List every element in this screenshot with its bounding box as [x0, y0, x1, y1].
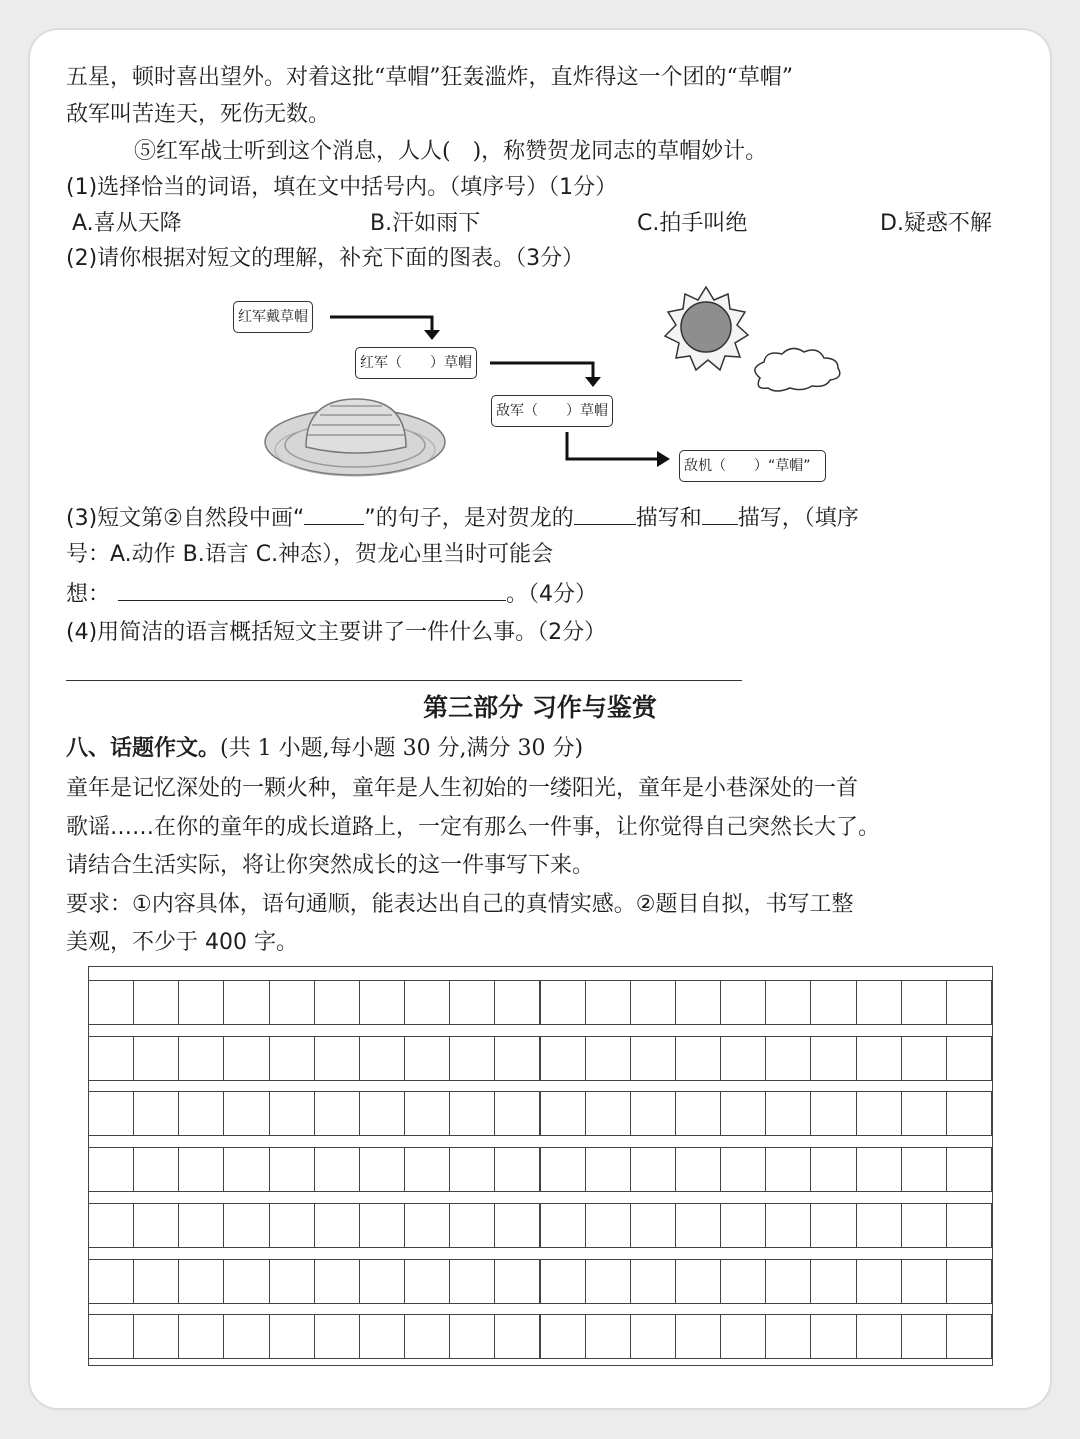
blank [304, 502, 364, 525]
grid-cell[interactable] [946, 1091, 992, 1136]
grid-cell[interactable] [540, 1147, 586, 1192]
answer-blank [118, 578, 506, 601]
grid-cell[interactable] [88, 1203, 134, 1248]
grid-cell[interactable] [946, 1259, 992, 1304]
grid-cell[interactable] [675, 1036, 721, 1081]
grid-cell[interactable] [540, 1314, 586, 1359]
question-4: (4)用简洁的语言概括短文主要讲了一件什么事。（2分） [66, 620, 607, 645]
grid-cell[interactable] [269, 1314, 315, 1359]
question-3-line-2: 号：A.动作 B.语言 C.神态），贺龙心里当时可能会 [66, 542, 554, 567]
grid-cell[interactable] [178, 1147, 224, 1192]
grid-cell[interactable] [765, 1091, 811, 1136]
grid-cell[interactable] [856, 1147, 902, 1192]
grid-cell[interactable] [314, 1259, 360, 1304]
question-2: (2)请你根据对短文的理解，补充下面的图表。（3分） [66, 246, 585, 271]
grid-cell[interactable] [314, 1147, 360, 1192]
grid-cell[interactable] [449, 1036, 495, 1081]
grid-cell[interactable] [946, 1314, 992, 1359]
option-c: C.拍手叫绝 [637, 211, 748, 236]
grid-cell[interactable] [494, 1036, 540, 1081]
grid-cell[interactable] [765, 1203, 811, 1248]
grid-cell[interactable] [765, 1147, 811, 1192]
flow-box-1: 红军戴草帽 [233, 301, 313, 333]
grid-cell[interactable] [359, 980, 405, 1025]
grid-cell[interactable] [494, 1203, 540, 1248]
question-1: (1)选择恰当的词语，填在文中括号内。（填序号）（1分） [66, 175, 618, 200]
grid-cell[interactable] [494, 1314, 540, 1359]
grid-cell[interactable] [946, 1147, 992, 1192]
grid-cell[interactable] [494, 1259, 540, 1304]
grid-cell[interactable] [178, 1203, 224, 1248]
grid-cell[interactable] [630, 1036, 676, 1081]
grid-cell[interactable] [223, 1203, 269, 1248]
section-title: 第三部分 习作与鉴赏 [423, 693, 657, 722]
grid-cell[interactable] [901, 1147, 947, 1192]
grid-cell[interactable] [88, 1091, 134, 1136]
grid-cell[interactable] [449, 1314, 495, 1359]
grid-cell[interactable] [765, 1259, 811, 1304]
grid-cell[interactable] [675, 1203, 721, 1248]
grid-cell[interactable] [133, 980, 179, 1025]
sun-icon [665, 287, 748, 370]
grid-cell[interactable] [223, 980, 269, 1025]
grid-cell[interactable] [178, 980, 224, 1025]
blank [574, 502, 636, 525]
grid-cell[interactable] [133, 1314, 179, 1359]
grid-cell[interactable] [810, 1036, 856, 1081]
grid-cell[interactable] [585, 1091, 631, 1136]
grid-cell[interactable] [359, 1259, 405, 1304]
grid-cell[interactable] [359, 1147, 405, 1192]
grid-cell[interactable] [630, 1091, 676, 1136]
grid-cell[interactable] [946, 1036, 992, 1081]
grid-cell[interactable] [585, 980, 631, 1025]
question-3: (3)短文第②自然段中画“ ”的句子，是对贺龙的 描写和 描写，（填序 [66, 502, 859, 534]
grid-cell[interactable] [856, 1314, 902, 1359]
grid-cell[interactable] [765, 980, 811, 1025]
grid-cell[interactable] [585, 1314, 631, 1359]
grid-cell[interactable] [720, 1259, 766, 1304]
grid-cell[interactable] [404, 1203, 450, 1248]
grid-cell[interactable] [449, 1203, 495, 1248]
grid-cell[interactable] [269, 1091, 315, 1136]
grid-cell[interactable] [133, 1036, 179, 1081]
cloud-icon [755, 348, 840, 391]
flow-box-3: 敌军（ ）草帽 [491, 395, 613, 427]
grid-cell[interactable] [314, 1314, 360, 1359]
grid-cell[interactable] [133, 1147, 179, 1192]
grid-cell[interactable] [540, 1203, 586, 1248]
grid-cell[interactable] [901, 1036, 947, 1081]
essay-prompt-line: 歌谣……在你的童年的成长道路上，一定有那么一件事，让你觉得自己突然长大了。 [66, 815, 881, 840]
grid-cell[interactable] [494, 1147, 540, 1192]
grid-cell[interactable] [314, 1036, 360, 1081]
grid-cell[interactable] [404, 1314, 450, 1359]
grid-cell[interactable] [720, 1147, 766, 1192]
grid-cell[interactable] [494, 980, 540, 1025]
grid-cell[interactable] [223, 1314, 269, 1359]
grid-cell[interactable] [901, 1314, 947, 1359]
grid-cell[interactable] [133, 1091, 179, 1136]
grid-cell[interactable] [946, 980, 992, 1025]
essay-prompt-line: 要求：①内容具体，语句通顺，能表达出自己的真情实感。②题目自拟，书写工整 [66, 892, 854, 917]
writing-grid[interactable] [88, 966, 993, 1366]
grid-cell[interactable] [223, 1036, 269, 1081]
grid-cell[interactable] [359, 1036, 405, 1081]
grid-cell[interactable] [856, 1091, 902, 1136]
grid-cell[interactable] [720, 1091, 766, 1136]
passage-line: 敌军叫苦连天，死伤无数。 [66, 102, 331, 127]
grid-cell[interactable] [675, 980, 721, 1025]
grid-cell[interactable] [765, 1036, 811, 1081]
grid-cell[interactable] [810, 1259, 856, 1304]
grid-cell[interactable] [269, 1259, 315, 1304]
grid-cell[interactable] [269, 980, 315, 1025]
flow-box-4: 敌机（ ）“草帽” [679, 450, 826, 482]
grid-cell[interactable] [359, 1203, 405, 1248]
grid-cell[interactable] [178, 1259, 224, 1304]
blank [702, 502, 738, 525]
passage-line: 五星，顿时喜出望外。对着这批“草帽”狂轰滥炸，直炸得这一个团的“草帽” [66, 65, 793, 90]
grid-cell[interactable] [856, 1259, 902, 1304]
grid-cell[interactable] [585, 1203, 631, 1248]
grid-cell[interactable] [810, 1203, 856, 1248]
grid-cell[interactable] [856, 1203, 902, 1248]
grid-cell[interactable] [404, 980, 450, 1025]
grid-cell[interactable] [88, 1314, 134, 1359]
grid-cell[interactable] [449, 1091, 495, 1136]
question-3-line-3: 想： 。（4分） [66, 578, 597, 610]
grid-cell[interactable] [359, 1314, 405, 1359]
grid-cell[interactable] [88, 1147, 134, 1192]
passage-paragraph-5: ⑤红军战士听到这个消息，人人( )，称赞贺龙同志的草帽妙计。 [134, 139, 768, 164]
grid-cell[interactable] [720, 1314, 766, 1359]
grid-cell[interactable] [449, 980, 495, 1025]
grid-cell[interactable] [269, 1147, 315, 1192]
grid-cell[interactable] [314, 1203, 360, 1248]
grid-cell[interactable] [585, 1147, 631, 1192]
grid-cell[interactable] [630, 1147, 676, 1192]
grid-cell[interactable] [223, 1259, 269, 1304]
grid-cell[interactable] [630, 980, 676, 1025]
grid-cell[interactable] [675, 1259, 721, 1304]
grid-cell[interactable] [404, 1036, 450, 1081]
grid-cell[interactable] [404, 1147, 450, 1192]
grid-cell[interactable] [946, 1203, 992, 1248]
essay-prompt-line: 美观，不少于 400 字。 [66, 930, 298, 955]
grid-cell[interactable] [404, 1259, 450, 1304]
grid-cell[interactable] [540, 1091, 586, 1136]
grid-cell[interactable] [630, 1203, 676, 1248]
straw-hat-icon [265, 399, 445, 476]
grid-cell[interactable] [314, 1091, 360, 1136]
option-a: A.喜从天降 [72, 211, 182, 236]
grid-cell[interactable] [359, 1091, 405, 1136]
grid-cell[interactable] [856, 980, 902, 1025]
flow-box-2: 红军（ ）草帽 [355, 347, 477, 379]
grid-cell[interactable] [540, 980, 586, 1025]
grid-cell[interactable] [810, 1314, 856, 1359]
grid-cell[interactable] [314, 980, 360, 1025]
grid-cell[interactable] [810, 980, 856, 1025]
grid-cell[interactable] [901, 1203, 947, 1248]
grid-cell[interactable] [178, 1091, 224, 1136]
grid-cell[interactable] [269, 1203, 315, 1248]
grid-cell[interactable] [810, 1147, 856, 1192]
grid-cell[interactable] [675, 1147, 721, 1192]
grid-cell[interactable] [720, 1203, 766, 1248]
essay-prompt-line: 童年是记忆深处的一颗火种，童年是人生初始的一缕阳光，童年是小巷深处的一首 [66, 776, 859, 801]
grid-cell[interactable] [223, 1147, 269, 1192]
grid-cell[interactable] [856, 1036, 902, 1081]
grid-cell[interactable] [449, 1147, 495, 1192]
grid-cell[interactable] [88, 980, 134, 1025]
grid-cell[interactable] [404, 1091, 450, 1136]
grid-cell[interactable] [585, 1259, 631, 1304]
grid-cell[interactable] [901, 1091, 947, 1136]
grid-cell[interactable] [901, 980, 947, 1025]
grid-cell[interactable] [269, 1036, 315, 1081]
grid-cell[interactable] [223, 1091, 269, 1136]
grid-cell[interactable] [178, 1314, 224, 1359]
grid-cell[interactable] [720, 1036, 766, 1081]
grid-cell[interactable] [765, 1314, 811, 1359]
grid-cell[interactable] [540, 1259, 586, 1304]
essay-heading: 八、话题作文。(共 1 小题,每小题 30 分,满分 30 分) [66, 736, 584, 761]
option-b: B.汗如雨下 [370, 211, 481, 236]
grid-cell[interactable] [675, 1314, 721, 1359]
grid-cell[interactable] [133, 1259, 179, 1304]
grid-cell[interactable] [88, 1259, 134, 1304]
grid-cell[interactable] [585, 1036, 631, 1081]
grid-cell[interactable] [540, 1036, 586, 1081]
grid-cell[interactable] [494, 1091, 540, 1136]
grid-cell[interactable] [178, 1036, 224, 1081]
grid-cell[interactable] [810, 1091, 856, 1136]
essay-prompt-line: 请结合生活实际，将让你突然成长的这一件事写下来。 [66, 853, 595, 878]
grid-cell[interactable] [720, 980, 766, 1025]
option-d: D.疑惑不解 [880, 211, 992, 236]
grid-cell[interactable] [133, 1203, 179, 1248]
grid-cell[interactable] [449, 1259, 495, 1304]
answer-line [66, 680, 742, 681]
grid-cell[interactable] [88, 1036, 134, 1081]
grid-cell[interactable] [630, 1259, 676, 1304]
grid-cell[interactable] [901, 1259, 947, 1304]
grid-cell[interactable] [675, 1091, 721, 1136]
grid-cell[interactable] [630, 1314, 676, 1359]
